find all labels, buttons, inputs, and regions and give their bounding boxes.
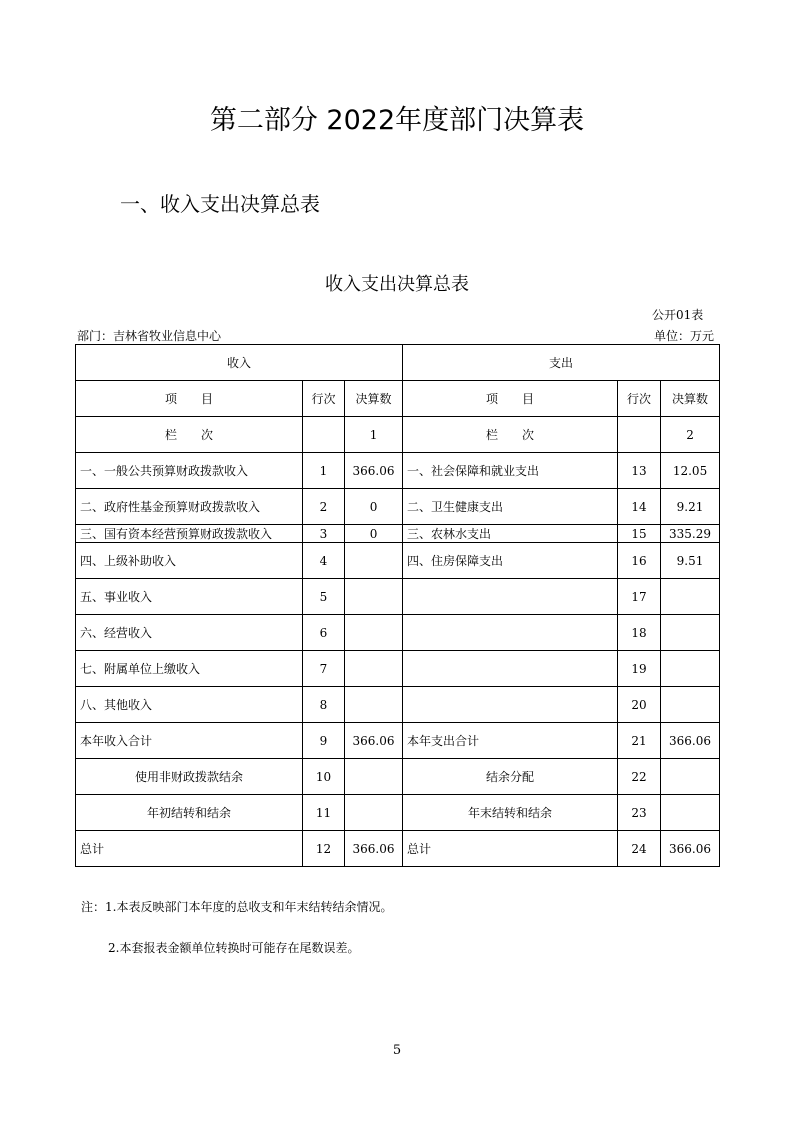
income-amount-cell — [345, 795, 403, 831]
income-amount-cell — [345, 543, 403, 579]
expense-line-cell: 24 — [618, 831, 661, 867]
expense-item-cell: 总计 — [403, 831, 618, 867]
expense-amount-cell — [661, 759, 720, 795]
table-row — [76, 489, 720, 525]
table-row — [76, 759, 720, 795]
expense-line-cell: 20 — [618, 687, 661, 723]
income-amount-cell — [345, 651, 403, 687]
page-title: 第二部分 2022年度部门决算表 — [209, 105, 585, 136]
expense-item-cell — [403, 579, 618, 615]
table-column-header-row — [76, 381, 720, 417]
expense-line-number-cell — [618, 417, 661, 453]
expense-item-cell — [403, 651, 618, 687]
table-row — [76, 831, 720, 867]
expense-amount-cell: 366.06 — [661, 723, 720, 759]
income-item-cell: 年初结转和结余 — [76, 795, 303, 831]
income-amount-cell: 0 — [345, 525, 403, 543]
income-item-cell: 四、上级补助收入 — [76, 543, 303, 579]
table-row — [76, 795, 720, 831]
income-line-number-cell — [303, 417, 345, 453]
expense-line-cell: 14 — [618, 489, 661, 525]
income-item-cell: 三、国有资本经营预算财政拨款收入 — [76, 525, 303, 543]
expense-line-cell: 19 — [618, 651, 661, 687]
income-amount-cell: 366.06 — [345, 723, 403, 759]
expense-line-header: 行次 — [618, 381, 661, 417]
income-line-cell: 3 — [303, 525, 345, 543]
expense-amount-cell — [661, 579, 720, 615]
table-row — [76, 453, 720, 489]
income-amount-cell: 366.06 — [345, 831, 403, 867]
expense-row-label: 栏 次 — [403, 417, 618, 453]
department-label: 部门：吉林省牧业信息中心 — [77, 329, 222, 343]
expense-line-cell: 21 — [618, 723, 661, 759]
income-item-cell: 本年收入合计 — [76, 723, 303, 759]
income-item-cell: 二、政府性基金预算财政拨款收入 — [76, 489, 303, 525]
income-amount-cell — [345, 759, 403, 795]
table-row — [76, 579, 720, 615]
table-title: 收入支出决算总表 — [325, 274, 469, 295]
income-line-cell: 7 — [303, 651, 345, 687]
page-number: 5 — [392, 1043, 402, 1058]
income-header: 收入 — [76, 345, 403, 381]
note-1: 注：1.本表反映部门本年度的总收支和年末结转结余情况。 — [81, 900, 393, 914]
expense-column-number: 2 — [661, 417, 720, 453]
expense-item-cell — [403, 615, 618, 651]
income-line-cell: 5 — [303, 579, 345, 615]
table-row — [76, 687, 720, 723]
expense-amount-cell: 9.51 — [661, 543, 720, 579]
expense-line-cell: 17 — [618, 579, 661, 615]
income-line-cell: 8 — [303, 687, 345, 723]
income-amount-cell — [345, 687, 403, 723]
expense-item-cell: 二、卫生健康支出 — [403, 489, 618, 525]
income-amount-cell: 366.06 — [345, 453, 403, 489]
expense-line-cell: 15 — [618, 525, 661, 543]
income-line-cell: 2 — [303, 489, 345, 525]
expense-item-cell: 三、农林水支出 — [403, 525, 618, 543]
table-column-number-row — [76, 417, 720, 453]
income-amount-cell: 0 — [345, 489, 403, 525]
form-number: 公开01表 — [652, 308, 704, 322]
expense-amount-cell — [661, 651, 720, 687]
income-line-cell: 4 — [303, 543, 345, 579]
table-group-header-row — [76, 345, 720, 381]
expense-item-cell: 四、住房保障支出 — [403, 543, 618, 579]
expense-amount-cell: 12.05 — [661, 453, 720, 489]
income-item-cell: 总计 — [76, 831, 303, 867]
expense-line-cell: 18 — [618, 615, 661, 651]
expense-amount-cell — [661, 795, 720, 831]
expense-item-cell: 结余分配 — [403, 759, 618, 795]
note-2: 2.本套报表金额单位转换时可能存在尾数误差。 — [108, 941, 360, 955]
table-row — [76, 525, 720, 543]
section-title: 一、收入支出决算总表 — [120, 192, 320, 216]
income-item-cell: 七、附属单位上缴收入 — [76, 651, 303, 687]
income-line-header: 行次 — [303, 381, 345, 417]
expense-amount-header: 决算数 — [661, 381, 720, 417]
income-line-cell: 10 — [303, 759, 345, 795]
expense-line-cell: 16 — [618, 543, 661, 579]
expense-line-cell: 23 — [618, 795, 661, 831]
income-item-cell: 一、一般公共预算财政拨款收入 — [76, 453, 303, 489]
expense-amount-cell — [661, 687, 720, 723]
table-row — [76, 651, 720, 687]
expense-header: 支出 — [403, 345, 720, 381]
income-amount-cell — [345, 579, 403, 615]
income-line-cell: 6 — [303, 615, 345, 651]
expense-item-header: 项 目 — [403, 381, 618, 417]
expense-item-cell: 一、社会保障和就业支出 — [403, 453, 618, 489]
table-row — [76, 543, 720, 579]
income-line-cell: 11 — [303, 795, 345, 831]
expense-item-cell: 年末结转和结余 — [403, 795, 618, 831]
expense-amount-cell — [661, 615, 720, 651]
income-amount-cell — [345, 615, 403, 651]
table-row — [76, 723, 720, 759]
income-line-cell: 12 — [303, 831, 345, 867]
expense-amount-cell: 335.29 — [661, 525, 720, 543]
income-item-cell: 使用非财政拨款结余 — [76, 759, 303, 795]
income-item-cell: 六、经营收入 — [76, 615, 303, 651]
income-item-cell: 五、事业收入 — [76, 579, 303, 615]
expense-item-cell: 本年支出合计 — [403, 723, 618, 759]
expense-item-cell — [403, 687, 618, 723]
income-row-label: 栏 次 — [76, 417, 303, 453]
expense-line-cell: 22 — [618, 759, 661, 795]
income-amount-header: 决算数 — [345, 381, 403, 417]
income-item-cell: 八、其他收入 — [76, 687, 303, 723]
income-line-cell: 9 — [303, 723, 345, 759]
income-expense-table — [75, 344, 720, 867]
income-line-cell: 1 — [303, 453, 345, 489]
table-row — [76, 615, 720, 651]
expense-amount-cell: 366.06 — [661, 831, 720, 867]
expense-line-cell: 13 — [618, 453, 661, 489]
expense-amount-cell: 9.21 — [661, 489, 720, 525]
income-item-header: 项 目 — [76, 381, 303, 417]
income-column-number: 1 — [345, 417, 403, 453]
unit-label: 单位：万元 — [654, 329, 715, 343]
